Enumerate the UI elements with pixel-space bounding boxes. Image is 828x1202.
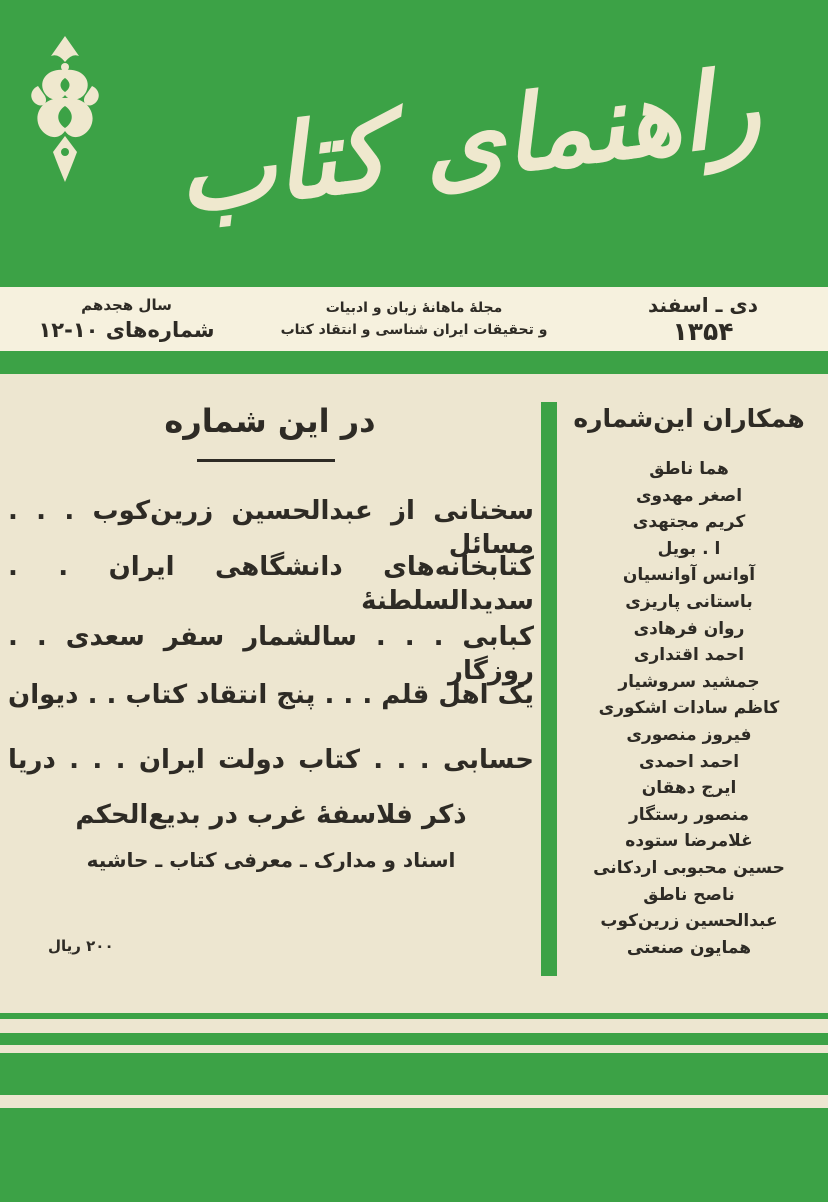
contributor-name: احمد احمدی	[638, 751, 740, 772]
contributors-list	[560, 456, 818, 961]
contributor-name: روان فرهادی	[633, 618, 745, 639]
issue-year: ۱۳۵۴	[672, 317, 734, 346]
masthead	[0, 0, 828, 287]
toc-heading: در این شماره	[164, 402, 376, 440]
subtitle-line-2: و تحقیقات ایران شناسی و انتقاد کتاب	[280, 322, 548, 338]
footer-stripes	[0, 1013, 828, 1202]
contributor-name: جمشید سروشیار	[618, 671, 760, 692]
toc-line: کبابی . . . سالشمار سفر سعدی . . روزگار	[8, 622, 534, 686]
info-strip	[0, 287, 828, 351]
toc-line: ذکر فلاسفهٔ غرب در بدیع‌الحکم	[75, 800, 467, 830]
contributor-name: کریم مجتهدی	[632, 512, 746, 533]
arabesque-ornament-icon	[24, 34, 106, 186]
contributor-name: همایون صنعتی	[626, 937, 752, 958]
contributor-name: فیروز منصوری	[626, 724, 752, 745]
contributor-name: ا . بویل	[657, 538, 721, 559]
toc-sections-line: اسناد و مدارک ـ معرفی کتاب ـ حاشیه	[86, 848, 456, 872]
contributor-name: حسین محبوبی اردکانی	[593, 857, 785, 878]
subtitle-line-1: مجلهٔ ماهانهٔ زبان و ادبیات	[325, 300, 503, 316]
contributor-name: باستانی پاریزی	[625, 591, 753, 612]
price-label: ۲۰۰ ریال	[48, 937, 114, 955]
contributor-name: ایرج دهقان	[641, 778, 737, 799]
contributor-name: اصغر مهدوی	[635, 485, 743, 506]
contributor-name: کاظم سادات اشکوری	[598, 698, 780, 719]
toc-line: یک اهل قلم . . . پنج انتقاد کتاب . . دیوان	[8, 680, 534, 710]
stripe	[0, 1019, 828, 1033]
contributor-name: هما ناطق	[649, 459, 729, 479]
contributor-name: منصور رستگار	[628, 804, 750, 825]
toc-line: سخنانی از عبدالحسین زرین‌کوب . . . مسائل	[8, 496, 534, 560]
issue-numbers: شماره‌های ۱۰-۱۲	[38, 318, 215, 342]
separator-band	[0, 351, 828, 374]
volume-issue-block	[14, 287, 239, 351]
magazine-subtitle-block	[254, 287, 574, 351]
toc-line: کتابخانه‌های دانشگاهی ایران . . سدیدالسلطنهٔ	[8, 552, 534, 616]
contributor-name: آوانس آوانسیان	[622, 565, 756, 586]
stripe	[0, 1053, 828, 1095]
contributor-name: احمد اقتداری	[633, 645, 745, 666]
contributor-name: غلامرضا ستوده	[625, 831, 753, 852]
contributor-name: عبدالحسین زرین‌کوب	[600, 911, 778, 932]
contributors-heading: همکاران این‌شماره	[573, 404, 805, 433]
stripe	[0, 1095, 828, 1108]
magazine-title: راهنمای کتاب	[170, 44, 766, 238]
contributor-name: ناصح ناطق	[643, 884, 735, 905]
issue-date-block	[603, 287, 803, 351]
toc-heading-rule	[197, 459, 335, 462]
volume-label: سال هجدهم	[81, 296, 172, 314]
stripe	[0, 1108, 828, 1202]
issue-months: دی ـ اسفند	[648, 293, 758, 317]
stripe	[0, 1033, 828, 1045]
toc-line: حسابی . . . کتاب دولت ایران . . . دریا	[8, 745, 534, 775]
column-divider-bar	[541, 402, 557, 976]
stripe	[0, 1045, 828, 1053]
